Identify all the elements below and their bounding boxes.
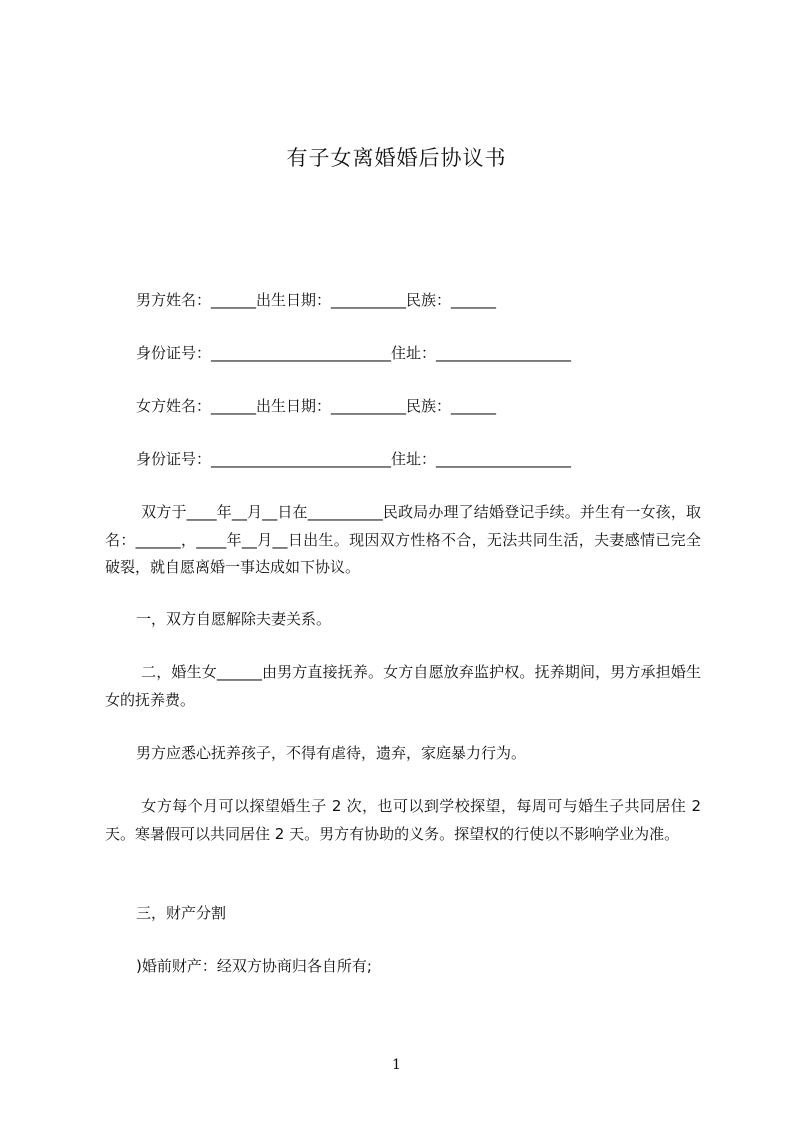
clause-2-paragraph (105, 659, 701, 714)
male-id-field-line: 身份证号：________________________住址：__________________ (136, 344, 572, 362)
intro-paragraph (105, 499, 701, 582)
clause-2-text: 二，婚生女______由男方直接抚养。女方自愿放弃监护权。抚养期间，男方承担婚生女的抚养费。 (105, 663, 701, 709)
clause-2-visit-paragraph (105, 793, 701, 848)
clause-1: 一，双方自愿解除夫妻关系。 (136, 610, 332, 628)
female-name-field-line: 女方姓名：______出生日期：__________民族：______ (136, 397, 497, 415)
clause-2-visit-text: 女方每个月可以探望婚生子 2 次，也可以到学校探望，每周可与婚生子共同居住 2 天。寒暑假可以共同居住 2 天。男方有协助的义务。探望权的行使以不影响学业为准。 (105, 797, 701, 843)
female-id-field-line: 身份证号：________________________住址：__________________ (136, 450, 572, 468)
intro-text: 双方于____年__月__日在__________民政局办理了结婚登记手续。并生有一女孩，取名：______，____年__月__日出生。现因双方性格不合，无法共同生活，夫妻感情已完全破裂，就自愿离婚一事达成如下协议。 (105, 503, 701, 576)
document-title: 有子女离婚婚后协议书 (286, 146, 507, 170)
male-name-field-line: 男方姓名：______出生日期：__________民族：______ (136, 291, 497, 309)
clause-2-care: 男方应悉心抚养孩子，不得有虐待，遗弃，家庭暴力行为。 (136, 744, 527, 762)
clause-3-item: )婚前财产：经双方协商归各自所有; (136, 957, 372, 975)
page-number: 1 (392, 1057, 401, 1073)
clause-3-heading: 三，财产分割 (136, 904, 227, 922)
